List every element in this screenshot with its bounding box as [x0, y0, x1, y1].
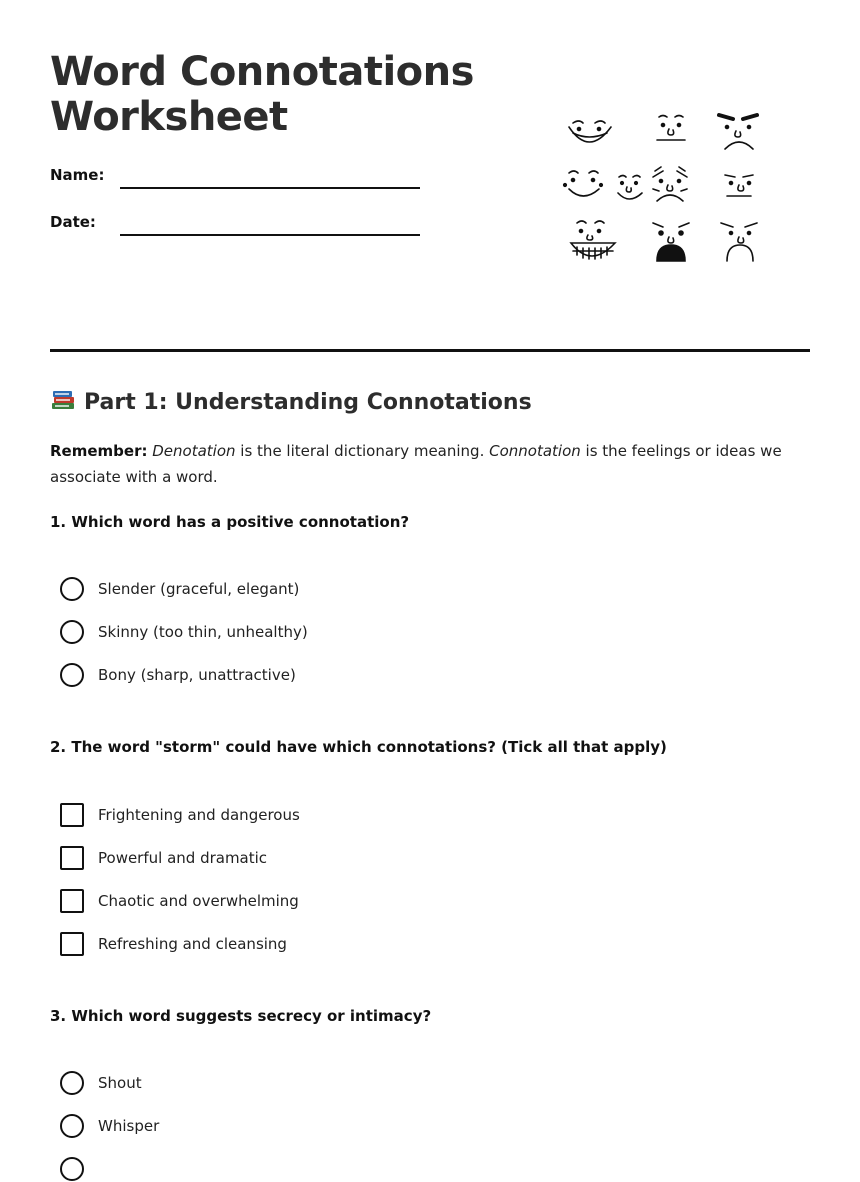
checkbox[interactable]	[60, 846, 84, 870]
q3-option-3-partial[interactable]	[60, 1156, 98, 1182]
laughing-face-icon	[571, 221, 615, 259]
question-3: 3. Which word suggests secrecy or intimacy?	[50, 1007, 432, 1025]
checkbox[interactable]	[60, 803, 84, 827]
option-label: Refreshing and cleansing	[98, 935, 287, 953]
radio-button[interactable]	[60, 1071, 84, 1095]
title-line-1: Word Connotations	[50, 49, 474, 95]
name-field-line[interactable]	[120, 187, 420, 189]
date-field-line[interactable]	[120, 234, 420, 236]
q1-option-2[interactable]	[60, 619, 308, 645]
note-text-1: is the literal dictionary meaning.	[235, 442, 490, 460]
q2-option-1[interactable]	[60, 802, 300, 828]
note-bold-label: Remember:	[50, 442, 148, 460]
option-label: Chaotic and overwhelming	[98, 892, 299, 910]
sad-face-icon	[653, 167, 687, 201]
radio-button[interactable]	[60, 1114, 84, 1138]
radio-button[interactable]	[60, 663, 84, 687]
option-label: Slender (graceful, elegant)	[98, 580, 300, 598]
question-1: 1. Which word has a positive connotation?	[50, 513, 410, 531]
definition-note	[50, 438, 820, 490]
note-term-denotation: Denotation	[152, 442, 236, 460]
part1-title: Part 1: Understanding Connotations	[84, 390, 532, 415]
note-text-2: is the feelings or ideas we associate with a word.	[50, 442, 782, 486]
option-label: Bony (sharp, unattractive)	[98, 666, 296, 684]
worksheet-title	[50, 50, 474, 140]
emotion-faces-illustration	[555, 105, 770, 270]
happy-face-icon	[569, 121, 611, 142]
radio-button[interactable]	[60, 620, 84, 644]
q1-option-3[interactable]	[60, 662, 296, 688]
angry-face-icon	[719, 115, 757, 149]
option-label: Whisper	[98, 1117, 160, 1135]
note-term-connotation: Connotation	[489, 442, 581, 460]
section-divider	[50, 349, 810, 352]
q2-option-3[interactable]	[60, 888, 299, 914]
option-label: Skinny (too thin, unhealthy)	[98, 623, 308, 641]
q1-option-1[interactable]	[60, 576, 299, 602]
neutral-face-icon	[657, 116, 685, 141]
cheerful-face-icon	[564, 171, 603, 196]
name-label: Name:	[50, 166, 105, 184]
question-2: 2. The word "storm" could have which connotations? (Tick all that apply)	[50, 738, 667, 756]
checkbox[interactable]	[60, 932, 84, 956]
q2-option-2[interactable]	[60, 845, 267, 871]
q2-option-4[interactable]	[60, 931, 287, 957]
frowning-face-icon	[721, 223, 757, 261]
shocked-face-icon	[653, 223, 689, 261]
title-line-2: Worksheet	[50, 94, 288, 140]
option-label: Powerful and dramatic	[98, 849, 268, 867]
smiling-face-icon	[618, 176, 642, 200]
date-label: Date:	[50, 213, 96, 231]
q3-option-1[interactable]	[60, 1070, 142, 1096]
radio-button[interactable]	[60, 577, 84, 601]
checkbox[interactable]	[60, 889, 84, 913]
part1-heading	[50, 387, 532, 419]
q3-option-2[interactable]	[60, 1113, 159, 1139]
option-label: Frightening and dangerous	[98, 806, 300, 824]
smug-face-icon	[725, 175, 753, 196]
option-label: Shout	[98, 1074, 142, 1092]
books-icon	[50, 387, 76, 413]
